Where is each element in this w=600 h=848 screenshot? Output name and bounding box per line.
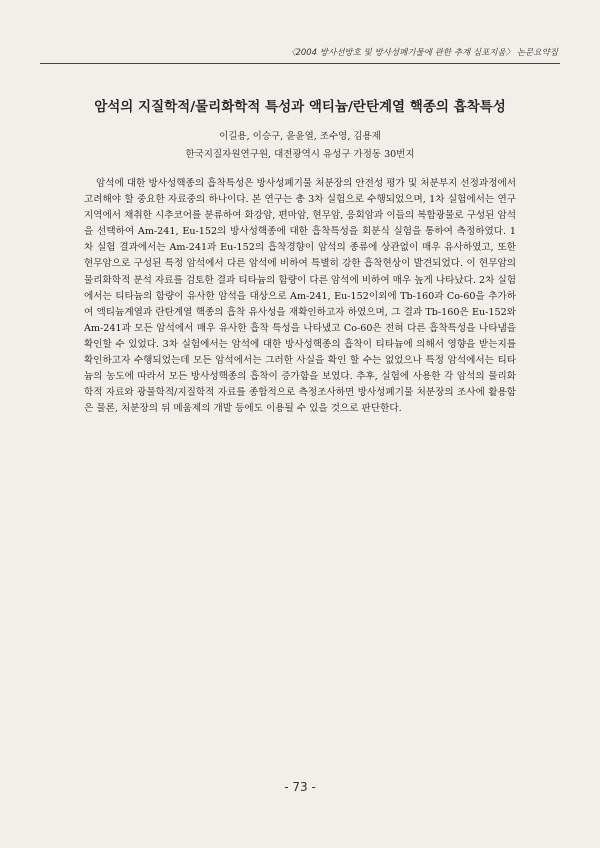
- header-rule: [40, 63, 560, 64]
- author-list: 이길용, 이승구, 윤윤열, 조수영, 김용제: [219, 131, 381, 142]
- affiliation: 한국지질자원연구원, 대전광역시 유성구 가정동 30번지: [185, 149, 415, 160]
- running-header: 〈2004 방사선방호 및 방사성폐기물에 관한 추계 심포지움〉 논문요약집: [286, 48, 558, 58]
- abstract-body: 암석에 대한 방사성핵종의 흡착특성은 방사성폐기물 처분장의 안전성 평가 및 처분부지 선정과정에서 고려해야 할 중요한 자료중의 하나이다. 본 연구는 총 3차 실험으로 수행되었으며, 1차 실험에서는 연구지역에서 채취한 시추코어를 분류하여 화강암, 편마암, 현무암, 응회암과 이들의 복합광물로 구성된 암석을 선택하여 Am-241, Eu-152의 방사성핵종에 대한 흡착특성을 회분식 실험을 통하여 측정하였다. 1차 실험 결과에서는 Am-241과 Eu-152의 흡착경향이 암석의 종류에 상관없이 매우 유사하였고, 또한 현무암으로 구성된 특정 암석에서 다른 암석에 비하여 특별히 강한 흡착현상이 발견되었다. 이 현무암의 물리화학적 분석 자료를 검토한 결과 티타늄의 함량이 다른 암석에 비하여 매우 높게 나타났다. 2차 실험에서는 티타늄의 함량이 유사한 암석을 대상으로 Am-241, Eu-152이외에 Tb-160과 Co-60을 추가하여 액티늄계열과 란탄계열 핵종의 흡착 유사성을 재확인하고자 하였으며, 그 결과 Tb-160은 Eu-152와 Am-241과 모든 암석에서 매우 유사한 흡착 특성을 나타냈고 Co-60은 전혀 다른 흡착특성을 나타냄을 확인할 수 있었다. 3차 실험에서는 암석에 대한 방사성핵종의 흡착이 티타늄에 의해서 영향을 받는지를 확인하고자 수행되었는데 모든 암석에서는 그러한 사실을 확인 할 수는 없었으나 특정 암석에서는 티타늄의 농도에 따라서 모든 방사성핵종의 흡착이 증가함을 보였다. 추후, 실험에 사용한 각 암석의 물리화학적 자료와 광물학적/지질학적 자료를 종합적으로 측정조사하면 방사성폐기물 처분장의 조사에 활용함은 물론, 처분장의 뒤 메움제의 개발 등에도 이용될 수 있을 것으로 판단한다.: [84, 178, 516, 415]
- page-number: - 73 -: [284, 780, 316, 794]
- paper-title: 암석의 지질학적/물리화학적 특성과 액티늄/란탄계열 핵종의 흡착특성: [94, 99, 506, 115]
